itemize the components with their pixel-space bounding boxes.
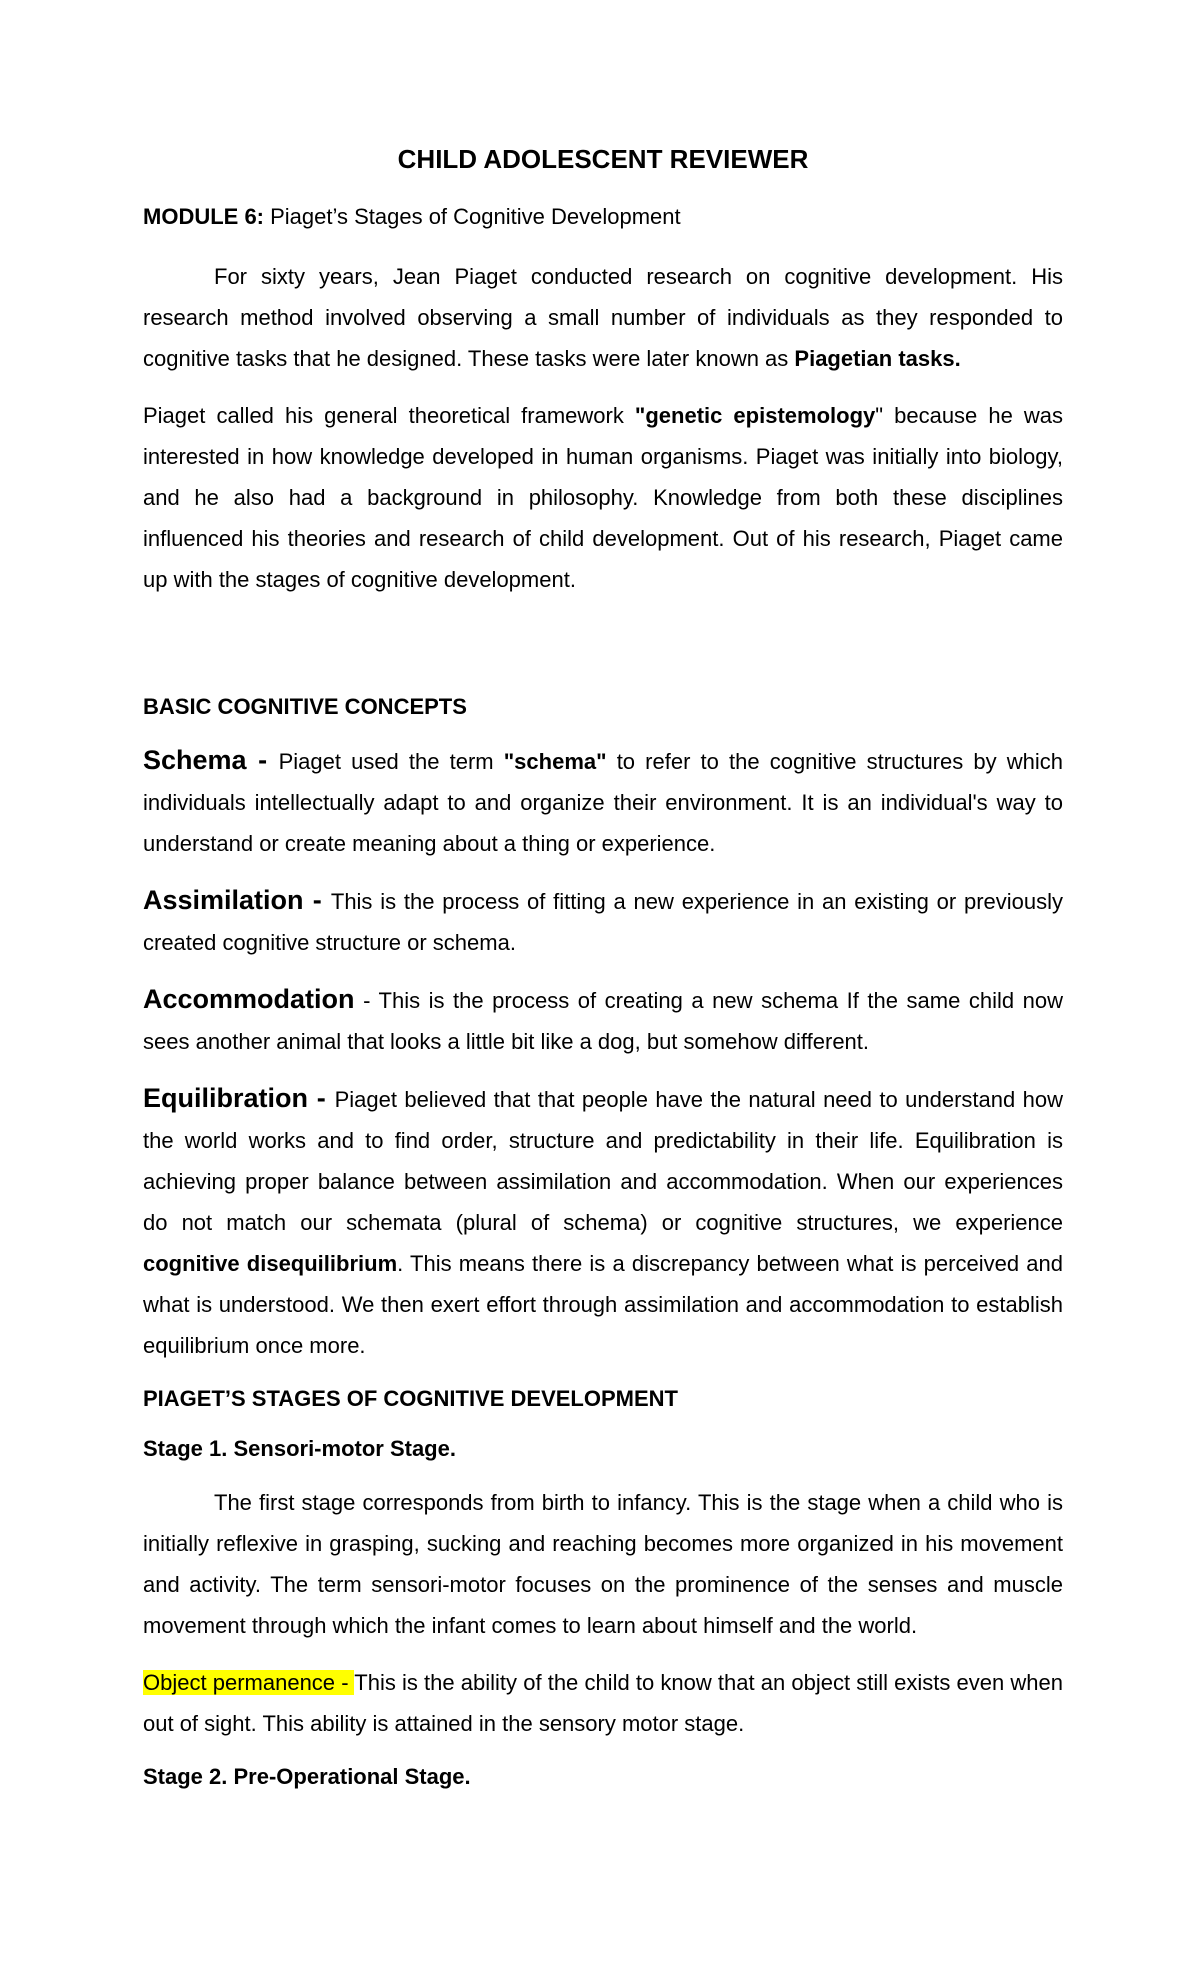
- schema-paragraph: [143, 740, 1063, 864]
- equilibration-term: Equilibration -: [143, 1083, 335, 1113]
- equilibration-after: . This means there is a discrepancy between what is perceived and what is understood. We then exert effort through assimilation and accommodation to establish equilibrium once more.: [143, 1251, 1063, 1358]
- intro-paragraph-2: [143, 395, 1063, 600]
- schema-term: Schema -: [143, 745, 279, 775]
- accommodation-paragraph: [143, 979, 1063, 1062]
- intro-p1-text: For sixty years, Jean Piaget conducted research on cognitive development. His research method involved observing a small number of individuals as they responded to cognitive tasks that he designed. These tasks were later known as: [143, 264, 1063, 371]
- schema-after: to refer to the cognitive structures by which individuals intellectually adapt to and organize their environment. It is an individual's way to understand or create meaning about a thing or experience.: [143, 749, 1063, 856]
- accommodation-text: - This is the process of creating a new schema If the same child now sees another animal that looks a little bit like a dog, but somehow different.: [143, 988, 1063, 1054]
- stage-2-heading: Stage 2. Pre-Operational Stage.: [143, 1764, 471, 1789]
- equilibration-before: Piaget believed that that people have the natural need to understand how the world works and to find order, structure and predictability in their life. Equilibration is achieving proper balance between assimilation and accommodation. When our experiences do not match our schemata (plural of schema) or cognitive structures, we experience: [143, 1087, 1063, 1235]
- intro-p2-bold: "genetic epistemology: [634, 403, 876, 428]
- document-title: CHILD ADOLESCENT REVIEWER: [397, 144, 809, 174]
- assimilation-term: Assimilation -: [143, 885, 331, 915]
- document-content: [143, 142, 1063, 1810]
- intro-p2-after: " because he was interested in how knowledge developed in human organisms. Piaget was initially into biology, and he also had a background in philosophy. Knowledge from both these disciplines influenced his theories and research of child development. Out of his research, Piaget came up with the stages of cognitive development.: [143, 403, 1064, 592]
- object-permanence-text: This is the ability of the child to know that an object still exists even when out of sight. This ability is attained in the sensory motor stage.: [143, 1670, 1064, 1736]
- stage-1-paragraph: The first stage corresponds from birth to infancy. This is the stage when a child who is initially reflexive in grasping, sucking and reaching becomes more organized in his movement and activity. The term sensori-motor focuses on the prominence of the senses and muscle movement through which the infant comes to learn about himself and the world.: [143, 1490, 1063, 1638]
- intro-p1-bold: Piagetian tasks.: [794, 346, 961, 371]
- intro-p2-before: Piaget called his general theoretical framework: [143, 403, 635, 428]
- stages-heading: PIAGET’S STAGES OF COGNITIVE DEVELOPMENT: [143, 1386, 678, 1411]
- object-permanence-paragraph: [143, 1662, 1063, 1744]
- equilibration-paragraph: [143, 1078, 1063, 1366]
- basic-concepts-heading: BASIC COGNITIVE CONCEPTS: [143, 694, 467, 719]
- module-label: MODULE 6:: [143, 204, 264, 229]
- object-permanence-term: Object permanence -: [143, 1670, 355, 1695]
- module-title: Piaget’s Stages of Cognitive Development: [264, 204, 681, 229]
- schema-bold: "schema": [503, 749, 607, 774]
- module-line: [143, 200, 1063, 234]
- assimilation-paragraph: [143, 880, 1063, 963]
- section-spacer: [143, 616, 1063, 690]
- accommodation-term: Accommodation: [143, 984, 355, 1014]
- intro-paragraph-1: [143, 256, 1063, 379]
- schema-before: Piaget used the term: [278, 749, 504, 774]
- equilibration-bold: cognitive disequilibrium: [143, 1251, 398, 1276]
- assimilation-text: This is the process of fitting a new experience in an existing or previously created cognitive structure or schema.: [143, 889, 1064, 955]
- stage-1-heading: Stage 1. Sensori-motor Stage.: [143, 1436, 456, 1461]
